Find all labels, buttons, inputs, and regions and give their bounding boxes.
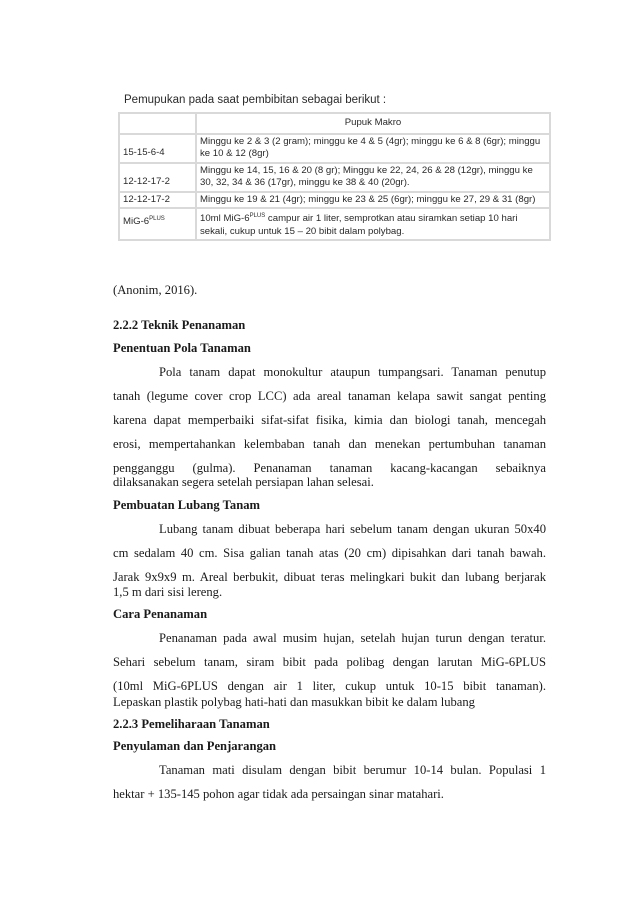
- table-row: [119, 163, 550, 192]
- subheading-pola-tanaman: Penentuan Pola Tanaman: [113, 341, 251, 355]
- table-cell-schedule: Minggu ke 19 & 21 (4gr); minggu ke 23 & 25 (6gr); minggu ke 27, 29 & 31 (8gr): [196, 192, 550, 209]
- plus-superscript: PLUS: [149, 216, 165, 222]
- figure-caption: Pemupukan pada saat pembibitan sebagai berikut :: [124, 94, 387, 106]
- mig-text-a: 10ml MiG-6: [200, 213, 250, 224]
- mig-text-b: campur air 1 liter, semprotkan atau siramkan setiap 10 hari sekali, cukup untuk 15 – 20 bibit dalam polybag.: [200, 213, 518, 237]
- plus-superscript: PLUS: [249, 213, 266, 219]
- paragraph-line: Pola tanam dapat monokultur ataupun tumpangsari. Tanaman penutup: [159, 365, 546, 379]
- fertilizer-table-figure: [118, 92, 551, 241]
- paragraph-line: tanah (legume cover crop LCC) ada areal tanaman kelapa sawit sangat penting: [113, 389, 546, 403]
- table-header-blank: [119, 113, 196, 134]
- paragraph-line: (10ml MiG-6PLUS dengan air 1 liter, cukup untuk 10-15 bibit tanaman).: [113, 679, 546, 693]
- paragraph-line: hektar + 135-145 pohon agar tidak ada persaingan sinar matahari.: [113, 787, 444, 801]
- paragraph-line: dilaksanakan segera setelah persiapan lahan selesai.: [113, 475, 374, 489]
- paragraph-line: Tanaman mati disulam dengan bibit berumur 10-14 bulan. Populasi 1: [159, 763, 546, 777]
- subheading-lubang-tanam: Pembuatan Lubang Tanam: [113, 498, 260, 512]
- mig-label: MiG-6: [123, 216, 150, 227]
- section-heading-2-2-2: 2.2.2 Teknik Penanaman: [113, 318, 246, 332]
- table-row: [119, 134, 550, 163]
- table-cell-schedule: Minggu ke 14, 15, 16 & 20 (8 gr); Minggu ke 22, 24, 26 & 28 (12gr), minggu ke 30, 32, 34 & 36 (17gr), minggu ke 38 & 40 (20gr).: [196, 163, 550, 192]
- table-cell-type: 12-12-17-2: [119, 163, 196, 192]
- paragraph-line: pengganggu (gulma). Penanaman tanaman kacang-kacangan sebaiknya: [113, 461, 546, 475]
- paragraph-line: Lubang tanam dibuat beberapa hari sebelum tanam dengan ukuran 50x40: [159, 522, 546, 536]
- paragraph-line: cm sedalam 40 cm. Sisa galian tanah atas (20 cm) dipisahkan dari tanah bawah.: [113, 546, 546, 560]
- paragraph-line: karena dapat memperbaiki sifat-sifat fisika, kimia dan biologi tanah, mencegah: [113, 413, 546, 427]
- paragraph-line: Jarak 9x9x9 m. Areal berbukit, dibuat teras melingkari bukit dan lubang berjarak: [113, 570, 546, 584]
- subheading-cara-penanaman: Cara Penanaman: [113, 607, 208, 621]
- citation: (Anonim, 2016).: [113, 283, 198, 297]
- fertilizer-table: [118, 112, 551, 241]
- paragraph-line: 1,5 m dari sisi lereng.: [113, 585, 223, 599]
- table-header-pupuk-makro: Pupuk Makro: [196, 113, 550, 134]
- table-row: [119, 208, 550, 240]
- paragraph-line: Penanaman pada awal musim hujan, setelah hujan turun dengan teratur.: [159, 631, 546, 645]
- table-header-row: [119, 113, 550, 134]
- paragraph-line: erosi, mempertahankan kelembaban tanah dan menekan pertumbuhan tanaman: [113, 437, 546, 451]
- table-cell-type: [119, 208, 196, 240]
- subheading-penyulaman: Penyulaman dan Penjarangan: [113, 739, 277, 753]
- table-cell-schedule: [196, 208, 550, 240]
- paragraph-line: Lepaskan plastik polybag hati-hati dan masukkan bibit ke dalam lubang: [113, 695, 475, 709]
- table-cell-type: 15-15-6-4: [119, 134, 196, 163]
- section-heading-2-2-3: 2.2.3 Pemeliharaan Tanaman: [113, 717, 270, 731]
- table-cell-type: 12-12-17-2: [119, 192, 196, 209]
- paragraph-line: Sehari sebelum tanam, siram bibit pada polibag dengan larutan MiG-6PLUS: [113, 655, 546, 669]
- table-row: [119, 192, 550, 209]
- table-cell-schedule: Minggu ke 2 & 3 (2 gram); minggu ke 4 & 5 (4gr); minggu ke 6 & 8 (6gr); minggu ke 10 & 12 (8gr): [196, 134, 550, 163]
